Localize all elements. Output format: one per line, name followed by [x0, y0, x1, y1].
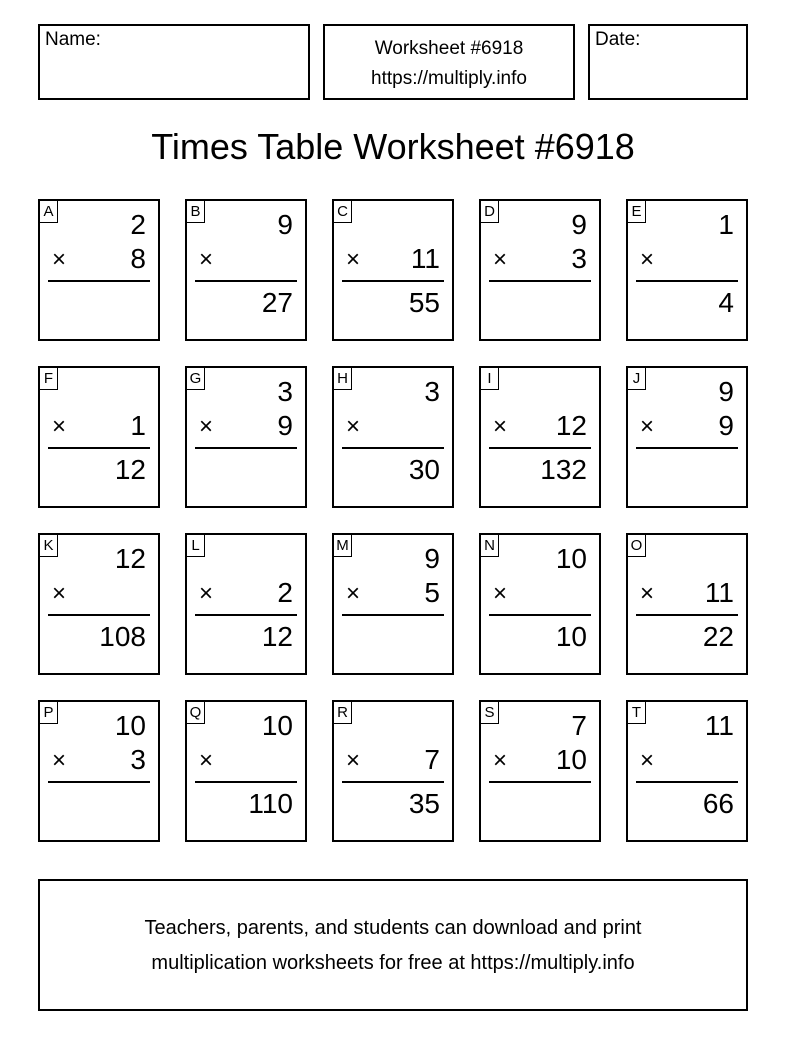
times-sign: ×	[493, 747, 508, 774]
answer-rule	[489, 280, 591, 282]
multiplicand: 10	[261, 710, 293, 741]
product: 10	[555, 621, 587, 652]
answer-rule	[195, 614, 297, 616]
multiplicand: 2	[130, 209, 146, 240]
answer-rule	[489, 447, 591, 449]
product: 66	[702, 788, 734, 819]
problem-d	[479, 199, 601, 341]
problem-row	[38, 700, 750, 842]
times-sign: ×	[52, 413, 67, 440]
problem-letter: Q	[187, 702, 205, 724]
problem-letter: J	[628, 368, 646, 390]
problem-letter: R	[334, 702, 352, 724]
problem-letter: K	[40, 535, 58, 557]
multiplier: 1	[130, 410, 146, 441]
product: 132	[540, 454, 587, 485]
problem-letter: B	[187, 201, 205, 223]
footer-line-2: multiplication worksheets for free at https://multiply.info	[151, 952, 635, 974]
times-sign: ×	[52, 580, 67, 607]
multiplicand: 1	[718, 209, 734, 240]
multiplicand: 11	[704, 710, 734, 741]
product: 108	[99, 621, 146, 652]
multiplicand: 9	[424, 543, 440, 574]
problem-row	[38, 533, 750, 675]
problem-letter: A	[40, 201, 58, 223]
name-field-box	[38, 24, 310, 100]
times-sign: ×	[493, 246, 508, 273]
times-sign: ×	[346, 747, 361, 774]
problem-e	[626, 199, 748, 341]
answer-rule	[342, 280, 444, 282]
times-sign: ×	[199, 413, 214, 440]
times-sign: ×	[199, 246, 214, 273]
problem-letter: P	[40, 702, 58, 724]
problem-letter: G	[187, 368, 205, 390]
multiplier: 11	[704, 577, 734, 608]
answer-rule	[195, 447, 297, 449]
problem-c	[332, 199, 454, 341]
product: 4	[718, 287, 734, 318]
answer-rule	[195, 781, 297, 783]
answer-rule	[636, 280, 738, 282]
multiplicand: 9	[718, 376, 734, 407]
problem-f	[38, 366, 160, 508]
date-field-box	[588, 24, 748, 100]
answer-rule	[342, 614, 444, 616]
answer-rule	[48, 280, 150, 282]
times-sign: ×	[199, 580, 214, 607]
problem-letter: M	[334, 535, 352, 557]
problem-a	[38, 199, 160, 341]
times-sign: ×	[346, 246, 361, 273]
answer-rule	[636, 614, 738, 616]
multiplier: 10	[555, 744, 587, 775]
answer-rule	[636, 781, 738, 783]
multiplicand: 3	[277, 376, 293, 407]
problem-letter: F	[40, 368, 58, 390]
problem-letter: T	[628, 702, 646, 724]
answer-rule	[489, 781, 591, 783]
multiplier: 3	[130, 744, 146, 775]
multiplicand: 3	[424, 376, 440, 407]
multiplier: 12	[555, 410, 587, 441]
multiplier: 2	[277, 577, 293, 608]
multiplier: 7	[424, 744, 440, 775]
multiplier: 9	[277, 410, 293, 441]
problem-r	[332, 700, 454, 842]
multiplicand: 9	[277, 209, 293, 240]
times-sign: ×	[640, 580, 655, 607]
multiplier: 11	[410, 243, 440, 274]
times-sign: ×	[640, 747, 655, 774]
problem-j	[626, 366, 748, 508]
answer-rule	[48, 614, 150, 616]
footer-note	[38, 879, 748, 1011]
product: 30	[408, 454, 440, 485]
page-title: Times Table Worksheet #6918	[151, 126, 635, 167]
problem-row	[38, 366, 750, 508]
multiplier: 9	[718, 410, 734, 441]
answer-rule	[48, 781, 150, 783]
times-sign: ×	[640, 413, 655, 440]
product: 12	[114, 454, 146, 485]
problem-m	[332, 533, 454, 675]
multiplicand: 10	[555, 543, 587, 574]
times-sign: ×	[493, 580, 508, 607]
problem-row	[38, 199, 750, 341]
times-sign: ×	[346, 580, 361, 607]
answer-rule	[342, 781, 444, 783]
problem-p	[38, 700, 160, 842]
times-sign: ×	[640, 246, 655, 273]
product: 55	[408, 287, 440, 318]
answer-rule	[48, 447, 150, 449]
problem-k	[38, 533, 160, 675]
worksheet-info-box	[323, 24, 575, 100]
answer-rule	[489, 614, 591, 616]
problem-letter: I	[481, 368, 499, 390]
problem-letter: D	[481, 201, 499, 223]
product: 12	[261, 621, 293, 652]
problem-letter: S	[481, 702, 499, 724]
problem-h	[332, 366, 454, 508]
problem-q	[185, 700, 307, 842]
multiplicand: 7	[571, 710, 587, 741]
product: 35	[408, 788, 440, 819]
worksheet-id: Worksheet #6918	[374, 38, 524, 59]
product: 22	[702, 621, 734, 652]
problem-letter: C	[334, 201, 352, 223]
multiplier: 8	[130, 243, 146, 274]
problem-letter: L	[187, 535, 205, 557]
times-sign: ×	[52, 747, 67, 774]
problem-b	[185, 199, 307, 341]
problem-letter: E	[628, 201, 646, 223]
worksheet-url: https://multiply.info	[371, 68, 527, 89]
problem-i	[479, 366, 601, 508]
multiplicand: 9	[571, 209, 587, 240]
product: 27	[261, 287, 293, 318]
problem-grid	[38, 199, 750, 867]
multiplier: 5	[424, 577, 440, 608]
answer-rule	[342, 447, 444, 449]
footer-line-1: Teachers, parents, and students can download and print	[144, 917, 642, 939]
multiplier: 3	[571, 243, 587, 274]
multiplicand: 12	[114, 543, 146, 574]
times-sign: ×	[493, 413, 508, 440]
product: 110	[248, 788, 293, 819]
times-sign: ×	[52, 246, 67, 273]
problem-t	[626, 700, 748, 842]
problem-n	[479, 533, 601, 675]
problem-letter: N	[481, 535, 499, 557]
problem-letter: H	[334, 368, 352, 390]
multiplicand: 10	[114, 710, 146, 741]
problem-g	[185, 366, 307, 508]
name-label: Name:	[45, 29, 101, 50]
times-sign: ×	[199, 747, 214, 774]
problem-o	[626, 533, 748, 675]
problem-l	[185, 533, 307, 675]
problem-letter: O	[628, 535, 646, 557]
times-sign: ×	[346, 413, 361, 440]
answer-rule	[636, 447, 738, 449]
date-label: Date:	[595, 29, 641, 50]
problem-s	[479, 700, 601, 842]
answer-rule	[195, 280, 297, 282]
